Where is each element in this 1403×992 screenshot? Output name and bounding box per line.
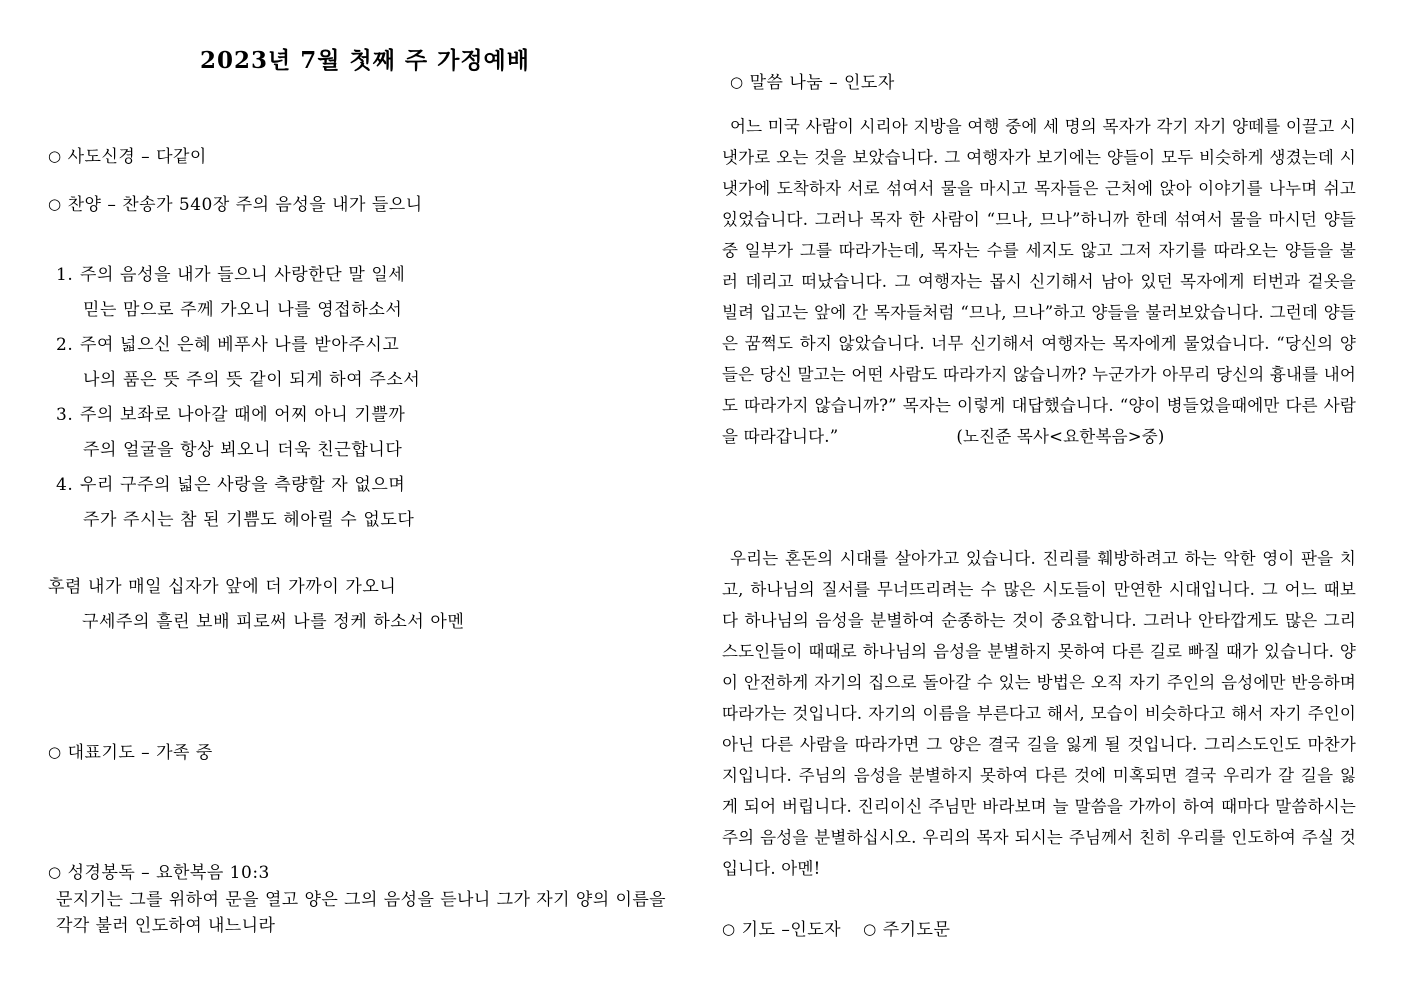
hymn-verses [56, 263, 676, 543]
sermon-paragraph-1 [722, 111, 1356, 452]
page-title: 2023년 7월 첫째 주 가정예배 [199, 47, 530, 74]
lords-prayer-text: 주기도문 [882, 920, 951, 940]
scripture-heading [48, 858, 270, 883]
scripture-heading-text: 성경봉독 – 요한복음 10:3 [67, 863, 270, 883]
chorus-line: 후렴 내가 매일 십자가 앞에 더 가까이 가오니 [48, 577, 397, 597]
creed-heading-text: 사도신경 – 다같이 [67, 147, 207, 167]
circle-bullet-icon: ○ [863, 920, 877, 938]
verse-line: 믿는 맘으로 주께 가오니 나를 영접하소서 [83, 300, 403, 320]
circle-bullet-icon: ○ [48, 147, 62, 165]
closing-prayer-text: 기도 –인도자 [741, 920, 842, 940]
circle-bullet-icon: ○ [722, 920, 736, 938]
hymn-verse [56, 263, 676, 333]
hymn-verse [56, 403, 676, 473]
sermon-paragraph-1-text: 어느 미국 사람이 시리아 지방을 여행 중에 세 명의 목자가 각기 자기 양떼를 이끌고 시냇가로 오는 것을 보았습니다. 그 여행자가 보기에는 양들이 모두 비슷하게 생겼는데 시냇가에 도착하자 서로 섞여서 물을 마시고 목자들은 근처에 앉아 이야기를 나누며 쉬고 있었습니다. 그러나 목자 한 사람이 “므나, 므나”하니까 한데 섞여서 물을 마시던 양들 중 일부가 그를 따라가는데, 목자는 수를 세지도 않고 그저 자기를 따라오는 양들을 불러 데리고 떠났습니다. 그 여행자는 몹시 신기해서 남아 있던 목자에게 터번과 겉옷을 빌려 입고는 앞에 간 목자들처럼 “므나, 므나”하고 양들을 불러보았습니다. 그런데 양들은 꿈쩍도 하지 않았습니다. 너무 신기해서 여행자는 목자에게 물었습니다. “당신의 양들은 당신 말고는 어떤 사람도 따라가지 않습니까? 누군가가 아무리 당신의 흉내를 내어도 따라가지 않습니까?” 목자는 이렇게 대답했습니다. “양이 병들었을때에만 다른 사람을 따라갑니다.” [722, 117, 1356, 446]
hymn-chorus [48, 575, 688, 645]
verse-number: 1. [56, 265, 74, 285]
hymn-verse [56, 473, 676, 543]
verse-number: 3. [56, 405, 74, 425]
chorus-line: 구세주의 흘린 보배 피로써 나를 정케 하소서 아멘 [82, 612, 465, 632]
verse-line: 주의 보좌로 나아갈 때에 어찌 아니 기쁠까 [80, 405, 406, 425]
hymn-verse [56, 333, 676, 403]
verse-line: 주의 얼굴을 항상 뵈오니 더욱 친근합니다 [83, 440, 403, 460]
sermon-heading [730, 68, 895, 93]
verse-number: 4. [56, 475, 74, 495]
circle-bullet-icon: ○ [730, 73, 744, 91]
circle-bullet-icon: ○ [48, 743, 62, 761]
prayer-heading-text: 대표기도 – 가족 중 [67, 743, 213, 763]
closing-items [722, 915, 950, 940]
sermon-heading-text: 말씀 나눔 – 인도자 [749, 73, 895, 93]
sermon-paragraph-2: 우리는 혼돈의 시대를 살아가고 있습니다. 진리를 훼방하려고 하는 악한 영이 판을 치고, 하나님의 질서를 무너뜨리려는 수 많은 시도들이 만연한 시대입니다. 그 어느 때보다 하나님의 음성을 분별하여 순종하는 것이 중요합니다. 그러나 안타깝게도 많은 그리스도인들이 때때로 하나님의 음성을 분별하지 못하여 다른 길로 빠질 때가 있습니다. 양이 안전하게 자기의 집으로 돌아갈 수 있는 방법은 오직 자기 주인의 음성에만 반응하며 따라가는 것입니다. 자기의 이름을 부른다고 해서, 모습이 비슷하다고 해서 자기 주인이 아닌 다른 사람을 따라가면 그 양은 결국 길을 잃게 될 것입니다. 그리스도인도 마찬가지입니다. 주님의 음성을 분별하지 못하여 다른 것에 미혹되면 결국 우리가 갈 길을 잃게 되어 버립니다. 진리이신 주님만 바라보며 늘 말씀을 가까이 하여 때마다 말씀하시는 주의 음성을 분별하십시오. 우리의 목자 되시는 주님께서 친히 우리를 인도하여 주실 것입니다. 아멘! [722, 549, 1356, 878]
verse-line: 주의 음성을 내가 들으니 사랑한단 말 일세 [80, 265, 406, 285]
sermon-citation: (노진준 목사<요한복음>중) [956, 427, 1165, 446]
creed-heading [48, 142, 207, 167]
circle-bullet-icon: ○ [48, 195, 62, 213]
prayer-heading [48, 738, 213, 763]
hymn-heading [48, 190, 423, 215]
circle-bullet-icon: ○ [48, 863, 62, 881]
verse-line: 우리 구주의 넓은 사랑을 측량할 자 없으며 [80, 475, 406, 495]
scripture-text: 문지기는 그를 위하여 문을 열고 양은 그의 음성을 듣나니 그가 자기 양의 이름을 각각 불러 인도하여 내느니라 [56, 890, 666, 936]
verse-line: 나의 품은 뜻 주의 뜻 같이 되게 하여 주소서 [83, 370, 421, 390]
hymn-heading-text: 찬양 – 찬송가 540장 주의 음성을 내가 들으니 [67, 195, 423, 215]
verse-number: 2. [56, 335, 74, 355]
verse-line: 주여 넓으신 은혜 베푸사 나를 받아주시고 [80, 335, 400, 355]
verse-line: 주가 주시는 참 된 기쁨도 헤아릴 수 없도다 [83, 510, 415, 530]
